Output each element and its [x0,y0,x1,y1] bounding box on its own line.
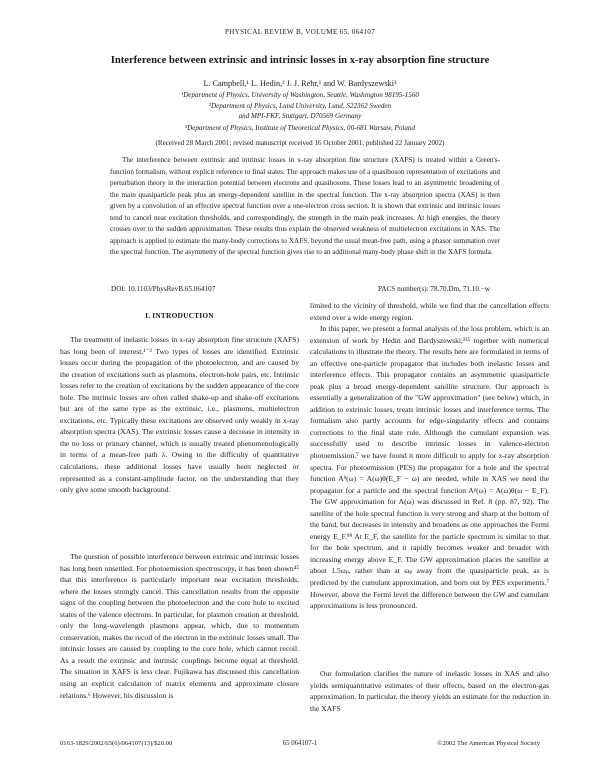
left-column-paragraph-2: The question of possible interference between extrinsic and intrinsic losses has long been unsettled. For photoemission spectroscopy, it has been shown⁴⁵ that this interference is particularly important near excitation thresholds, where the losses strongly cancel. This cancellation results from the opposite signs of the coupling between the photoelectron and the core hole to excited states of the valence electrons. In particular, for plasmon creation at threshold, only the long-wavelength plasmons appear, which, due to momentum conservation, makes the recoil of the electron in the extrinsic losses small. The intrinsic losses are caused by coupling to the core hole, which cannot recoil. As a result the extrinsic and intrinsic couplings become equal at threshold. The situation in XAFS is less clear. Fujikawa has discussed this cancellation using an explicit calculation of matrix elements and approximate closure relations.⁶ However, his discussion is [60,552,299,700]
right-column-paragraph-1: limited to the vicinity of threshold, while we find that the cancellation effects extend over a wide energy region. [310,301,549,322]
received-dates: (Received 28 March 2001; revised manuscript received 16 October 2001; published 22 January 2002) [155,139,445,147]
paper-title: Interference between extrinsic and intrinsic losses in x-ray absorption fine structure [110,55,490,66]
abstract: The interference between extrinsic and intrinsic losses in x-ray absorption fine structure (XAFS) is treated within a Green's-function formalism, without explicit reference to final states. The approach makes use of a quasiboson representation of excitations and perturbation theory in the interaction potential between electrons and quasibosons. These losses lead to an asymmetric broadening of the main quasiparticle peak plus an energy-dependent satellite in the spectral function. The x-ray absorption spectra (XAS) is then given by a convolution of an effective spectral function over a one-electron cross section. It is shown that extrinsic and intrinsic losses tend to cancel near excitation thresholds, and correspondingly, the strength in the main peak increases. At high energies, the theory crosses over to the sudden approximation. These results thus explain the observed weakness of multielectron excitations in XAS. The approach is applied to estimate the many-body corrections to XAFS, beyond the usual mean-free path, using a phasor summation over the spectral function. The asymmetry of the spectral function gives rise to an additional many-body phase shift in the XAFS formula. [110,156,500,257]
journal-header: PHYSICAL REVIEW B, VOLUME 65, 064107 [224,28,376,36]
doi: DOI: 10.1103/PhysRevB.65.064107 [111,285,216,293]
right-column-paragraph-3: Our formulation clarifies the nature of inelastic losses in XAS and also yields semiquantitative estimates of their effects, based on the electron-gas approximation. In particular, the theory yields an estimate for the reduction in the XAFS [310,669,549,713]
author-list: L. Campbell,¹ L. Hedin,² J. J. Rehr,¹ and W. Bardyszewski³ [203,79,397,88]
right-column-paragraph-2: In this paper, we present a formal analysis of the loss problem, which is an extension of work by Hedin and Bardyszewski,²³⁵ together with numerical calculations to illustrate the theory. The results here are formulated in terms of an effective one-particle propagator that includes both inelastic losses and interference effects. This propagator contains an asymmetric quasiparticle peak plus a broad energy-dependent satellite structure. Our approach is essentially a generalization of the "GW approximation" (see below) which, in addition to extrinsic losses, treats intrinsic losses and interference terms. The formalism also partly accounts for edge-singularity effects and contains corrections to the final state rule. Although the cumulant expansion was successfully used to describe intrinsic losses in valence-electron photoemission,⁷ we have found it more difficult to apply for x-ray absorption spectra. For photoemission (PES) the propagator for a hole and the spectral function Aʰ(ω) = A(ω)θ(E_F − ω) are needed, while in XAS we need the propagator for a particle and the spectral function Aᵖ(ω) = A(ω)θ(ω − E_F). The GW approximation for A(ω) was discussed in Ref. 8 (pp. 87, 92). The satellite of the hole spectral function is very strong and sharp at the bottom of the band, but decreases in intensity and broadens as one approaches the Fermi energy E_F.⁸⁹ At E_F, the satellite for the particle spectrum is similar to that for the hole spectrum, and it rapidly becomes weaker and broader with increasing energy above E_F. The GW approximation places the satellite at about 1.5ωₚ, rather than at ωₚ away from the quasiparticle peak, as is predicted by the cumulant approximation, and born out by PES experiments.⁷ However, above the Fermi level the difference between the GW and cumulant approximations is less pronounced. [310,324,549,611]
pacs-numbers: PACS number(s): 78.70.Dm, 71.10.−w [377,285,490,293]
section-heading: I. INTRODUCTION [145,311,214,320]
affiliation-1: ¹Department of Physics, University of Washington, Seattle, Washington 98195-1560 [181,91,419,99]
footer-issn: 0163-1829/2002/65(6)/064107(13)/$20.00 [60,740,173,747]
affiliation-2: ²Department of Physics, Lund University, Lund, S22362 Sweden [208,102,392,110]
footer-copyright: ©2002 The American Physical Society [437,740,540,747]
affiliation-2-cont: and MPI-FKF, Stuttgart, D70569 Germany [238,112,362,120]
footer-page-number: 65 064107-1 [282,740,318,747]
affiliation-3: ³Department of Physics, Institute of Theoretical Physics, 00-681 Warsaw, Poland [184,124,416,132]
left-column-paragraph-1: The treatment of inelastic losses in x-ray absorption fine structure (XAFS) has long been of interest.¹⁻³ Two types of losses are identified. Extrinsic losses occur during the propagation of the photoelectron, and are caused by the creation of excitations such as plasmons, electron-hole pairs, etc. Intrinsic losses refer to the creation of excitations by the sudden appearance of the core hole. The intrinsic losses are often called shake-up and shake-off excitations but are of the same type as the extrinsic, i.e., plasmons, multielectron excitations, etc. Typically these excitations are observed only weakly in x-ray absorption spectra (XAS). The extrinsic losses cause a decrease in intensity in the no loss or primary channel, which is usually treated phenomenologically in terms of a mean-free path λ. Owing to the difficulty of quantitative calculations, these additional losses have usually been neglected or represented as a constant-amplitude factor, on the understanding that they only give some smooth background. [60,335,299,495]
